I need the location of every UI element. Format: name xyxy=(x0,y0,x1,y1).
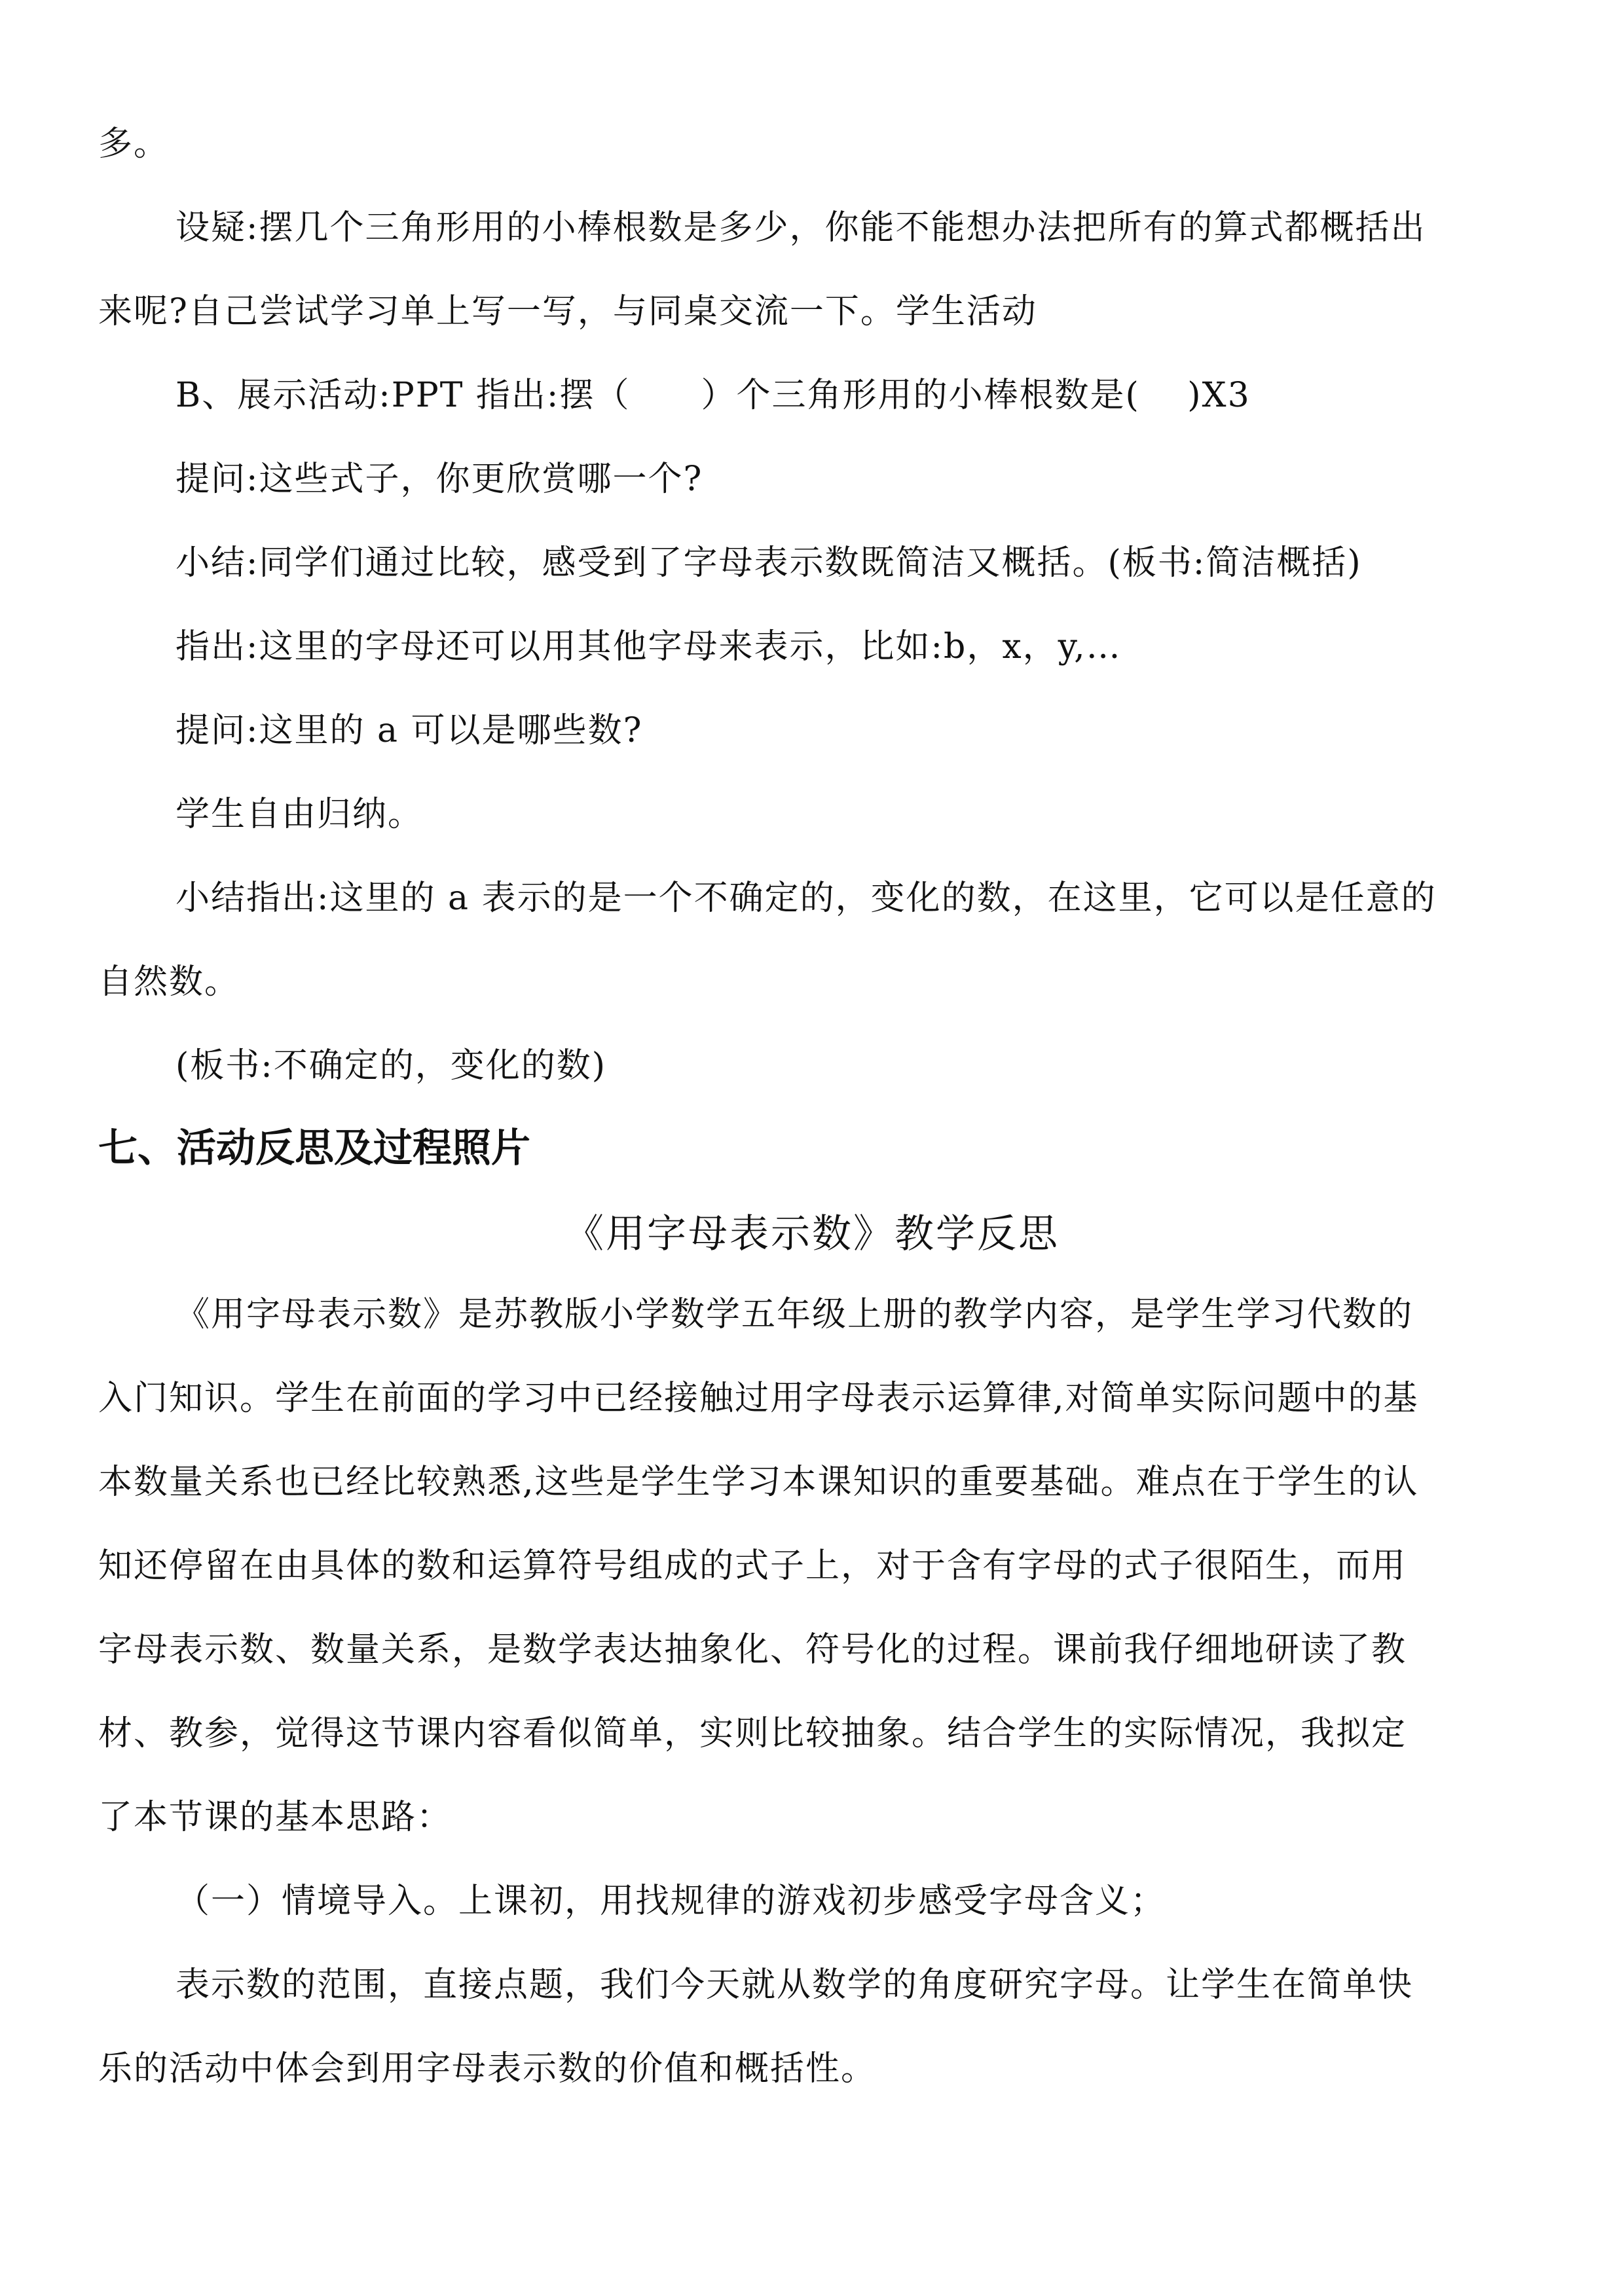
text-line: 自然数。 xyxy=(98,962,240,1002)
text-line: 小结:同学们通过比较，感受到了字母表示数既简洁又概括。(板书:简洁概括) xyxy=(175,543,1362,583)
section-heading: 七、活动反思及过程照片 xyxy=(98,1125,530,1171)
reflection-title: 《用字母表示数》教学反思 xyxy=(564,1211,1060,1257)
paragraph-line: 字母表示数、数量关系，是数学表达抽象化、符号化的过程。课前我仔细地研读了教 xyxy=(98,1630,1407,1669)
text-line: B、展示活动:PPT 指出:摆（ ）个三角形用的小棒根数是( )X3 xyxy=(175,376,1251,415)
paragraph-line: 乐的活动中体会到用字母表示数的价值和概括性。 xyxy=(98,2049,877,2088)
text-line: 来呢?自己尝试学习单上写一写，与同桌交流一下。学生活动 xyxy=(98,292,1037,331)
text-line: (板书:不确定的，变化的数) xyxy=(175,1046,607,1085)
paragraph-line: 入门知识。学生在前面的学习中已经接触过用字母表示运算律,对简单实际问题中的基 xyxy=(98,1379,1419,1418)
paragraph-line: （一）情境导入。上课初，用找规律的游戏初步感受字母含义； xyxy=(175,1882,1166,1921)
text-line: 设疑:摆几个三角形用的小棒根数是多少，你能不能想办法把所有的算式都概括出 xyxy=(175,208,1426,247)
text-line: 学生自由归纳。 xyxy=(175,795,424,834)
paragraph-line: 《用字母表示数》是苏教版小学数学五年级上册的教学内容，是学生学习代数的 xyxy=(175,1295,1414,1334)
text-line: 指出:这里的字母还可以用其他字母来表示，比如:b，x，y,… xyxy=(175,627,1122,666)
paragraph-line: 材、教参，觉得这节课内容看似简单，实则比较抽象。结合学生的实际情况，我拟定 xyxy=(98,1714,1407,1753)
paragraph-line: 表示数的范围，直接点题，我们今天就从数学的角度研究字母。让学生在简单快 xyxy=(175,1965,1414,2005)
text-line: 多。 xyxy=(98,124,170,164)
text-line: 提问:这些式子，你更欣赏哪一个? xyxy=(175,460,703,499)
paragraph-line: 了本节课的基本思路： xyxy=(98,1798,452,1837)
paragraph-line: 知还停留在由具体的数和运算符号组成的式子上，对于含有字母的式子很陌生，而用 xyxy=(98,1546,1407,1586)
text-line: 小结指出:这里的 a 表示的是一个不确定的，变化的数，在这里，它可以是任意的 xyxy=(175,879,1437,918)
paragraph-line: 本数量关系也已经比较熟悉,这些是学生学习本课知识的重要基础。难点在于学生的认 xyxy=(98,1463,1419,1502)
text-line: 提问:这里的 a 可以是哪些数? xyxy=(175,711,643,750)
